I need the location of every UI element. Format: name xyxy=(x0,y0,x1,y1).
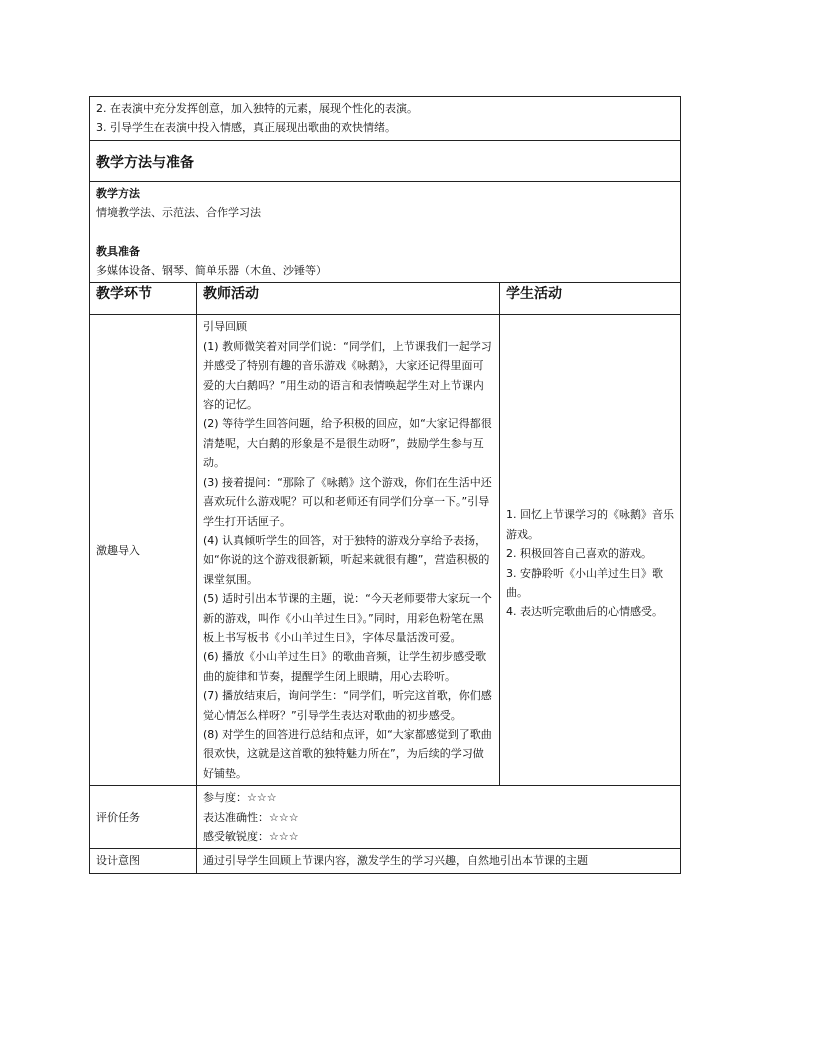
teacher-step-1: (1) 教师微笑着对同学们说：“同学们，上节课我们一起学习并感受了特别有趣的音乐游戏《咏鹅》，大家还记得里面可爱的大白鹅吗？”用生动的语言和表情唤起学生对上节课内容的记忆。 xyxy=(203,339,492,412)
lesson-plan-table xyxy=(89,96,681,874)
header-student: 学生活动 xyxy=(500,283,681,315)
section-title-methods: 教学方法与准备 xyxy=(96,154,194,171)
evaluation-items xyxy=(197,786,681,849)
intro-stage-name: 激趣导入 xyxy=(90,315,197,786)
teacher-activity-heading: 引导回顾 xyxy=(203,320,247,334)
evaluation-item-participation: 参与度：☆☆☆ xyxy=(203,791,277,805)
spacer xyxy=(96,223,674,242)
student-item-4: 4. 表达听完歌曲后的心情感受。 xyxy=(506,605,663,619)
objectives-tail-row xyxy=(90,97,681,141)
header-stage: 教学环节 xyxy=(90,283,197,315)
teacher-step-8: (8) 对学生的回答进行总结和点评，如“大家都感觉到了歌曲很欢快，这就是这首歌的独特魅力所在”，为后续的学习做好铺垫。 xyxy=(203,727,492,780)
student-item-1: 1. 回忆上节课学习的《咏鹅》音乐游戏。 xyxy=(506,508,674,541)
teacher-step-6: (6) 播放《小山羊过生日》的歌曲音频，让学生初步感受歌曲的旋律和节奏，提醒学生闭上眼睛，用心去聆听。 xyxy=(203,650,487,683)
methods-title-row xyxy=(90,140,681,181)
method-heading: 教学方法 xyxy=(96,186,140,200)
tools-text: 多媒体设备、钢琴、简单乐器（木鱼、沙锤等） xyxy=(96,264,327,278)
objectives-tail-cell xyxy=(90,97,681,141)
tools-heading: 教具准备 xyxy=(96,244,140,258)
teacher-step-3: (3) 接着提问：“那除了《咏鹅》这个游戏，你们在生活中还喜欢玩什么游戏呢？可以和老师还有同学们分享一下。”引导学生打开话匣子。 xyxy=(203,475,492,528)
intro-stage-row xyxy=(90,315,681,786)
evaluation-item-accuracy: 表达准确性：☆☆☆ xyxy=(203,810,299,824)
methods-content-cell xyxy=(90,181,681,283)
teacher-step-4: (4) 认真倾听学生的回答，对于独特的游戏分享给予表扬，如“你说的这个游戏很新颖，听起来就很有趣”，营造积极的课堂氛围。 xyxy=(203,533,490,586)
evaluation-row xyxy=(90,786,681,849)
intro-teacher-activity xyxy=(197,315,500,786)
objective-item-2: 2. 在表演中充分发挥创意，加入独特的元素，展现个性化的表演。 xyxy=(96,102,418,115)
methods-title-cell xyxy=(90,140,681,181)
methods-content-row xyxy=(90,181,681,283)
design-intent-row xyxy=(90,849,681,873)
method-text: 情境教学法、示范法、合作学习法 xyxy=(96,206,261,220)
evaluation-label: 评价任务 xyxy=(90,786,197,849)
design-intent-text: 通过引导学生回顾上节课内容，激发学生的学习兴趣，自然地引出本节课的主题 xyxy=(197,849,681,873)
table-header-row xyxy=(90,283,681,315)
student-item-2: 2. 积极回答自己喜欢的游戏。 xyxy=(506,547,652,561)
teacher-step-2: (2) 等待学生回答问题，给予积极的回应，如“大家记得都很清楚呢，大白鹅的形象是不是很生动呀”，鼓励学生参与互动。 xyxy=(203,417,492,470)
teacher-step-5: (5) 适时引出本节课的主题，说：“今天老师要带大家玩一个新的游戏，叫作《小山羊过生日》。”同时，用彩色粉笔在黑板上书写板书《小山羊过生日》，字体尽量活泼可爱。 xyxy=(203,592,492,644)
intro-student-activity xyxy=(500,315,681,786)
student-item-3: 3. 安静聆听《小山羊过生日》歌曲。 xyxy=(506,566,663,600)
objective-item-3: 3. 引导学生在表演中投入情感，真正展现出歌曲的欢快情绪。 xyxy=(96,121,396,135)
header-teacher: 教师活动 xyxy=(197,283,500,315)
teacher-step-7: (7) 播放结束后，询问学生：“同学们，听完这首歌，你们感觉心情怎么样呀？”引导学生表达对歌曲的初步感受。 xyxy=(203,689,492,722)
evaluation-item-sensitivity: 感受敏锐度：☆☆☆ xyxy=(203,830,299,843)
design-intent-label: 设计意图 xyxy=(90,849,197,873)
